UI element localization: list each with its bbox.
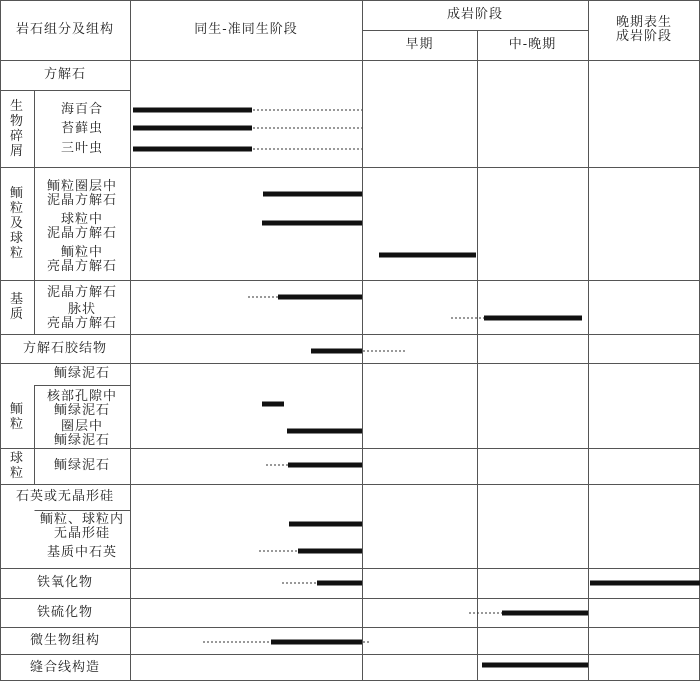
item-ooid-cortex: 鲕粒圈层中 泥晶方解石 [46,179,117,208]
item-matrix-quartz: 基质中石英 [46,545,117,560]
header-late-epigenetic: 晚期表生 成岩阶段 [615,15,672,44]
item-cortex-cham: 圈层中 鲕绿泥石 [53,419,110,448]
group-calcite-cement: 方解石胶结物 [22,340,107,356]
item-pellet-micrite: 球粒中 泥晶方解石 [46,212,117,241]
group-matrix [0,280,34,334]
item-trilobite: 三叶虫 [60,141,103,156]
header-syngenetic: 同生-准同生阶段 [194,22,298,37]
group-stylolite: 缝合线构造 [29,659,100,675]
group-ooid-cham-label: 鲕粒 [10,401,25,432]
group-ooid-pellet [0,167,34,280]
header-component: 岩石组分及组构 [15,22,114,37]
item-bryozoan: 苔藓虫 [60,121,103,136]
group-iron-oxide: 铁氧化物 [36,575,93,590]
item-ooid-pellet-silica: 鲕粒、球粒内 无晶形硅 [39,512,124,541]
group-bioclast [0,90,34,167]
group-matrix-label: 基质 [10,292,25,322]
group-microbial: 微生物组构 [29,632,100,648]
group-calcite: 方解石 [43,67,86,82]
header-early: 早期 [405,37,434,52]
group-iron-sulfide: 铁硫化物 [36,604,93,620]
item-micrite: 泥晶方解石 [46,285,117,300]
group-silica: 石英或无晶形硅 [15,489,114,504]
group-pellet-cham [0,448,34,484]
group-chamosite: 鲕绿泥石 [53,366,110,381]
item-crinoid: 海百合 [60,102,103,117]
group-ooid-pellet-label: 鲕粒及球粒 [10,186,25,261]
header-diagenesis: 成岩阶段 [446,7,503,22]
item-ooid-sparry: 鲕粒中 亮晶方解石 [46,245,117,274]
header-mid-late: 中-晚期 [508,37,557,52]
item-pellet-cham: 鲕绿泥石 [53,458,110,473]
item-nucleus-pore: 核部孔隙中 鲕绿泥石 [46,389,117,418]
group-bioclast-label: 生物碎屑 [10,98,25,159]
group-pellet-cham-label: 球粒 [10,451,25,481]
item-vein-sparry: 脉状 亮晶方解石 [46,302,117,331]
group-ooid-cham [0,385,34,448]
